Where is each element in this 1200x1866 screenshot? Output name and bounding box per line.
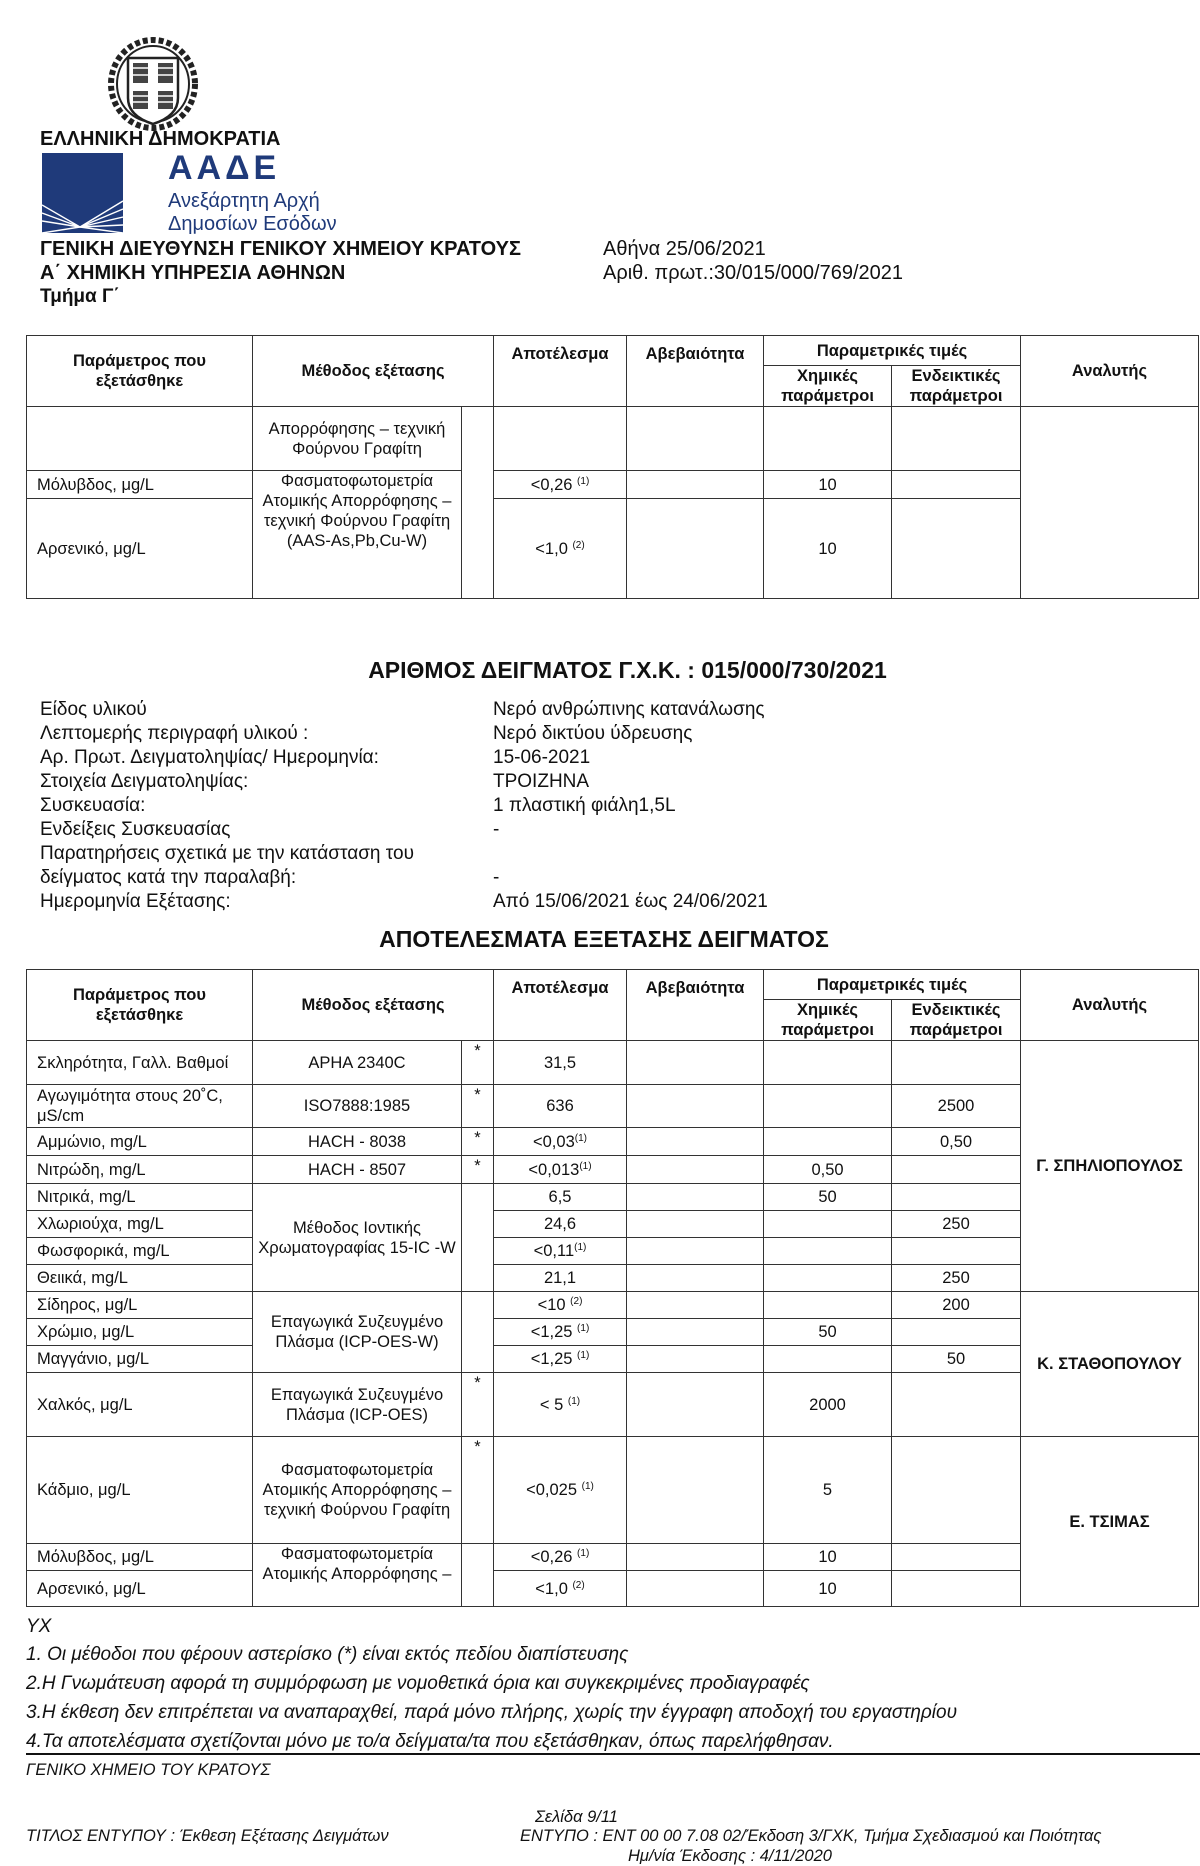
uncertainty-cell bbox=[627, 1265, 764, 1292]
chemical-cell bbox=[764, 1128, 892, 1156]
info-value-material-type: Νερό ανθρώπινης κατανάλωσης bbox=[493, 699, 765, 720]
result-cell: 31,5 bbox=[494, 1041, 627, 1085]
result-cell: <1,25 $^{(1)}$ bbox=[494, 1319, 627, 1346]
info-value-packaging-marks: - bbox=[493, 819, 500, 840]
chemical-cell bbox=[764, 407, 892, 471]
indicative-cell bbox=[892, 407, 1021, 471]
analyst-cell: Ε. ΤΣΙΜΑΣ bbox=[1021, 1437, 1199, 1607]
results-table-continued bbox=[26, 335, 1199, 599]
result-cell: $<0,013^{(1)}$ bbox=[494, 1156, 627, 1184]
method-cell: APHA 2340C bbox=[253, 1041, 462, 1085]
indicative-cell: 200 bbox=[892, 1292, 1021, 1319]
asterisk-cell: * bbox=[462, 1156, 494, 1184]
method-cell: Επαγωγικά Συζευγμένο Πλάσμα (ICP-OES) bbox=[253, 1373, 462, 1437]
info-label-sampling-location: Στοιχεία Δειγματοληψίας: bbox=[40, 771, 249, 792]
greek-coat-of-arms-icon bbox=[106, 36, 200, 136]
param-cell: Σκληρότητα, Γαλλ. Βαθμοί bbox=[27, 1041, 253, 1085]
asterisk-cell: * bbox=[462, 1128, 494, 1156]
asterisk-cell bbox=[462, 1544, 494, 1607]
uncertainty-cell bbox=[627, 1184, 764, 1211]
asterisk-cell: * bbox=[462, 1041, 494, 1085]
indicative-cell bbox=[892, 1373, 1021, 1437]
uncertainty-cell bbox=[627, 407, 764, 471]
result-cell: <10 $^{(2)}$ bbox=[494, 1292, 627, 1319]
chemical-cell bbox=[764, 1238, 892, 1265]
param-cell: Μόλυβδος, μg/L bbox=[27, 471, 253, 499]
table-row bbox=[27, 1437, 1199, 1544]
col-header-result: Αποτέλεσμα bbox=[494, 336, 627, 407]
note-item: 2.Η Γνωμάτευση αφορά τη συμμόρφωση με νομοθετικά όρια και συγκεκριμένες προδιαγραφές bbox=[26, 1673, 810, 1694]
results-title: ΑΠΟΤΕΛΕΣΜΑΤΑ ΕΞΕΤΑΣΗΣ ΔΕΙΓΜΑΤΟΣ bbox=[379, 926, 829, 952]
col-header-result: Αποτέλεσμα bbox=[494, 970, 627, 1041]
note-item: 4.Τα αποτελέσματα σχετίζονται μόνο με το/α δείγματα/τα που εξετάσθηκαν, όπως παρελήφθησαν. bbox=[26, 1731, 834, 1752]
chemical-cell: 0,50 bbox=[764, 1156, 892, 1184]
aade-subtitle-line1: Ανεξάρτητη Αρχή bbox=[168, 190, 320, 212]
department-title: Τμήμα Γ΄ bbox=[40, 286, 120, 307]
uncertainty-cell bbox=[627, 1238, 764, 1265]
chemical-cell: 5 bbox=[764, 1437, 892, 1544]
info-label-description: Λεπτομερής περιγραφή υλικού : bbox=[40, 723, 309, 744]
directorate-title: ΓΕΝΙΚΗ ΔΙΕΥΘΥΝΣΗ ΓΕΝΙΚΟΥ ΧΗΜΕΙΟΥ ΚΡΑΤΟΥΣ bbox=[40, 238, 521, 260]
col-header-analyst: Αναλυτής bbox=[1021, 336, 1199, 407]
indicative-cell: 250 bbox=[892, 1265, 1021, 1292]
method-cell-continued: Απορρόφησης – τεχνική Φούρνου Γραφίτη bbox=[253, 407, 462, 471]
result-cell: 6,5 bbox=[494, 1184, 627, 1211]
asterisk-cell: * bbox=[462, 1085, 494, 1128]
chemical-cell bbox=[764, 1265, 892, 1292]
analyst-cell-empty bbox=[1021, 407, 1199, 599]
aade-logo-mark-icon bbox=[42, 153, 123, 233]
info-label-material-type: Είδος υλικού bbox=[40, 699, 147, 720]
table-row bbox=[27, 1041, 1199, 1085]
method-cell-icp-oes-w: Επαγωγικά Συζευγμένο Πλάσμα (ICP-OES-W) bbox=[253, 1292, 462, 1373]
uncertainty-cell bbox=[627, 1041, 764, 1085]
col-header-parametric-values: Παραμετρικές τιμές bbox=[764, 970, 1021, 1000]
chemical-cell bbox=[764, 1085, 892, 1128]
method-cell-ion-chromatography: Μέθοδος Ιοντικής Χρωματογραφίας 15-IC -W bbox=[253, 1184, 462, 1292]
col-header-parameter: Παράμετρος που εξετάσθηκε bbox=[27, 336, 253, 407]
param-cell: Σίδηρος, μg/L bbox=[27, 1292, 253, 1319]
analyst-cell: Γ. ΣΠΗΛΙΟΠΟΥΛΟΣ bbox=[1021, 1041, 1199, 1292]
col-header-chemical: Χημικές παράμετροι bbox=[764, 1000, 892, 1041]
uncertainty-cell bbox=[627, 1085, 764, 1128]
chemical-cell bbox=[764, 1211, 892, 1238]
method-cell: HACH - 8507 bbox=[253, 1156, 462, 1184]
result-cell: $<0,03^{(1)}$ bbox=[494, 1128, 627, 1156]
result-cell: <1,25 $^{(1)}$ bbox=[494, 1346, 627, 1373]
note-item: 3.Η έκθεση δεν επιτρέπεται να αναπαραχθεί, παρά μόνο πλήρης, χωρίς την έγγραφη αποδοχή του εργαστηρίου bbox=[26, 1702, 958, 1723]
param-cell: Φωσφορικά, mg/L bbox=[27, 1238, 253, 1265]
indicative-cell bbox=[892, 1184, 1021, 1211]
protocol-number: Αριθ. πρωτ.:30/015/000/769/2021 bbox=[603, 262, 903, 284]
results-table bbox=[26, 969, 1199, 1607]
param-cell: Αμμώνιο, mg/L bbox=[27, 1128, 253, 1156]
param-cell: Αρσενικό, μg/L bbox=[27, 499, 253, 599]
result-cell: <0,26 $^{(1)}$ bbox=[494, 1544, 627, 1571]
col-header-chemical: Χημικές παράμετροι bbox=[764, 366, 892, 407]
table-row bbox=[27, 1292, 1199, 1319]
page-number: Σελίδα 9/11 bbox=[535, 1808, 618, 1826]
uncertainty-cell bbox=[627, 1571, 764, 1607]
indicative-cell: 250 bbox=[892, 1211, 1021, 1238]
info-label-sampling-protocol: Αρ. Πρωτ. Δειγματοληψίας/ Ημερομηνία: bbox=[40, 747, 379, 768]
chemical-cell: 10 bbox=[764, 1544, 892, 1571]
result-cell: 636 bbox=[494, 1085, 627, 1128]
republic-label: ΕΛΛΗΝΙΚΗ ΔΗΜΟΚΡΑΤΙΑ bbox=[40, 128, 281, 150]
form-issue-date: Ημ/νία Έκδοσης : 4/11/2020 bbox=[628, 1847, 832, 1865]
asterisk-cell: * bbox=[462, 1373, 494, 1437]
info-label-packaging: Συσκευασία: bbox=[40, 795, 146, 816]
asterisk-cell bbox=[462, 407, 494, 599]
chemical-cell bbox=[764, 1292, 892, 1319]
param-cell: Χαλκός, μg/L bbox=[27, 1373, 253, 1437]
param-cell: Αγωγιμότητα στους 20˚C, μS/cm bbox=[27, 1085, 253, 1128]
uncertainty-cell bbox=[627, 1128, 764, 1156]
chemical-cell: 10 bbox=[764, 499, 892, 599]
uncertainty-cell bbox=[627, 499, 764, 599]
chemical-cell bbox=[764, 1041, 892, 1085]
param-cell-empty bbox=[27, 407, 253, 471]
info-value-sampling-protocol: 15-06-2021 bbox=[493, 747, 591, 768]
note-item: 1. Οι μέθοδοι που φέρουν αστερίσκο (*) είναι εκτός πεδίου διαπίστευσης bbox=[26, 1644, 629, 1665]
asterisk-cell bbox=[462, 1184, 494, 1292]
footer-organization: ΓΕΝΙΚΟ ΧΗΜΕΙΟ ΤΟΥ ΚΡΑΤΟΥΣ bbox=[26, 1761, 271, 1779]
result-cell: <1,0 $^{(2)}$ bbox=[494, 1571, 627, 1607]
asterisk-cell bbox=[462, 1292, 494, 1373]
indicative-cell bbox=[892, 1156, 1021, 1184]
uncertainty-cell bbox=[627, 1373, 764, 1437]
result-cell: 21,1 bbox=[494, 1265, 627, 1292]
result-cell: < 5 $^{(1)}$ bbox=[494, 1373, 627, 1437]
indicative-cell: 0,50 bbox=[892, 1128, 1021, 1156]
uncertainty-cell bbox=[627, 1156, 764, 1184]
indicative-cell bbox=[892, 1571, 1021, 1607]
col-header-uncertainty: Αβεβαιότητα bbox=[627, 336, 764, 407]
indicative-cell bbox=[892, 1437, 1021, 1544]
info-value-remarks: - bbox=[493, 867, 500, 888]
param-cell: Χρώμιο, μg/L bbox=[27, 1319, 253, 1346]
col-header-uncertainty: Αβεβαιότητα bbox=[627, 970, 764, 1041]
info-value-packaging: 1 πλαστική φιάλη1,5L bbox=[493, 795, 676, 816]
col-header-analyst: Αναλυτής bbox=[1021, 970, 1199, 1041]
param-cell: Θειικά, mg/L bbox=[27, 1265, 253, 1292]
param-cell: Χλωριούχα, mg/L bbox=[27, 1211, 253, 1238]
col-header-parametric-values: Παραμετρικές τιμές bbox=[764, 336, 1021, 366]
chemical-cell: 50 bbox=[764, 1184, 892, 1211]
sample-number-title: ΑΡΙΘΜΟΣ ΔΕΙΓΜΑΤΟΣ Γ.Χ.Κ. : 015/000/730/2021 bbox=[368, 657, 887, 683]
form-title: ΤΙΤΛΟΣ ΕΝΤΥΠΟΥ : Έκθεση Εξέτασης Δειγμάτων bbox=[26, 1827, 389, 1845]
col-header-method: Μέθοδος εξέτασης bbox=[253, 970, 494, 1041]
result-cell: <0,025 $^{(1)}$ bbox=[494, 1437, 627, 1544]
chemical-cell: 10 bbox=[764, 471, 892, 499]
method-cell: ISO7888:1985 bbox=[253, 1085, 462, 1128]
method-cell-shared: Φασματοφωτομετρία Ατομικής Απορρόφησης – τεχνική Φούρνου Γραφίτη (AAS-As,Pb,Cu-W) bbox=[253, 471, 462, 599]
indicative-cell bbox=[892, 1238, 1021, 1265]
indicative-cell bbox=[892, 499, 1021, 599]
param-cell: Αρσενικό, μg/L bbox=[27, 1571, 253, 1607]
indicative-cell: 50 bbox=[892, 1346, 1021, 1373]
method-cell-aas-partial: Φασματοφωτομετρία Ατομικής Απορρόφησης – bbox=[253, 1544, 462, 1607]
result-cell: <1,0 $^{(2)}$ bbox=[494, 499, 627, 599]
uncertainty-cell bbox=[627, 1437, 764, 1544]
param-cell: Κάδμιο, μg/L bbox=[27, 1437, 253, 1544]
indicative-cell bbox=[892, 1319, 1021, 1346]
uncertainty-cell bbox=[627, 1319, 764, 1346]
indicative-cell bbox=[892, 1041, 1021, 1085]
uncertainty-cell bbox=[627, 1211, 764, 1238]
info-value-sampling-location: ΤΡΟΙΖΗΝΑ bbox=[493, 771, 590, 792]
place-date: Αθήνα 25/06/2021 bbox=[603, 238, 766, 260]
analyst-cell: Κ. ΣΤΑΘΟΠΟΥΛΟΥ bbox=[1021, 1292, 1199, 1437]
result-cell: $<0,11^{(1)}$ bbox=[494, 1238, 627, 1265]
chemical-cell: 50 bbox=[764, 1319, 892, 1346]
form-code: ΕΝΤΥΠΟ : ΕΝΤ 00 00 7.08 02/Έκδοση 3/ΓΧΚ, Τμήμα Σχεδιασμού και Ποιότητας bbox=[520, 1827, 1102, 1845]
indicative-cell: 2500 bbox=[892, 1085, 1021, 1128]
info-value-description: Νερό δικτύου ύδρευσης bbox=[493, 723, 693, 744]
param-cell: Νιτρικά, mg/L bbox=[27, 1184, 253, 1211]
info-value-exam-date: Από 15/06/2021 έως 24/06/2021 bbox=[493, 891, 768, 912]
indicative-cell bbox=[892, 471, 1021, 499]
col-header-indicative: Ενδεικτικές παράμετροι bbox=[892, 1000, 1021, 1041]
param-cell: Νιτρώδη, mg/L bbox=[27, 1156, 253, 1184]
uncertainty-cell bbox=[627, 1346, 764, 1373]
info-label-exam-date: Ημερομηνία Εξέτασης: bbox=[40, 891, 231, 912]
param-cell: Μόλυβδος, μg/L bbox=[27, 1544, 253, 1571]
col-header-indicative: Ενδεικτικές παράμετροι bbox=[892, 366, 1021, 407]
info-label-packaging-marks: Ενδείξεις Συσκευασίας bbox=[40, 819, 231, 840]
uncertainty-cell bbox=[627, 471, 764, 499]
col-header-parameter: Παράμετρος που εξετάσθηκε bbox=[27, 970, 253, 1041]
uncertainty-cell bbox=[627, 1544, 764, 1571]
footer-divider bbox=[26, 1753, 1200, 1755]
service-title: Α΄ ΧΗΜΙΚΗ ΥΠΗΡΕΣΙΑ ΑΘΗΝΩΝ bbox=[40, 262, 346, 284]
info-label-remarks-line2: δείγματος κατά την παραλαβή: bbox=[40, 867, 297, 888]
col-header-method: Μέθοδος εξέτασης bbox=[253, 336, 494, 407]
asterisk-cell: * bbox=[462, 1437, 494, 1544]
aade-acronym: ΑΑΔΕ bbox=[168, 149, 281, 187]
chemical-cell: 2000 bbox=[764, 1373, 892, 1437]
notes-heading: ΥΧ bbox=[26, 1616, 52, 1637]
param-cell: Μαγγάνιο, μg/L bbox=[27, 1346, 253, 1373]
aade-subtitle-line2: Δημοσίων Εσόδων bbox=[168, 213, 337, 235]
chemical-cell: 10 bbox=[764, 1571, 892, 1607]
uncertainty-cell bbox=[627, 1292, 764, 1319]
indicative-cell bbox=[892, 1544, 1021, 1571]
info-label-remarks-line1: Παρατηρήσεις σχετικά με την κατάσταση του bbox=[40, 843, 414, 864]
chemical-cell bbox=[764, 1346, 892, 1373]
result-cell: <0,26 $^{(1)}$ bbox=[494, 471, 627, 499]
result-cell-empty bbox=[494, 407, 627, 471]
method-cell: HACH - 8038 bbox=[253, 1128, 462, 1156]
method-cell: Φασματοφωτομετρία Ατομικής Απορρόφησης – τεχνική Φούρνου Γραφίτη bbox=[253, 1437, 462, 1544]
result-cell: 24,6 bbox=[494, 1211, 627, 1238]
